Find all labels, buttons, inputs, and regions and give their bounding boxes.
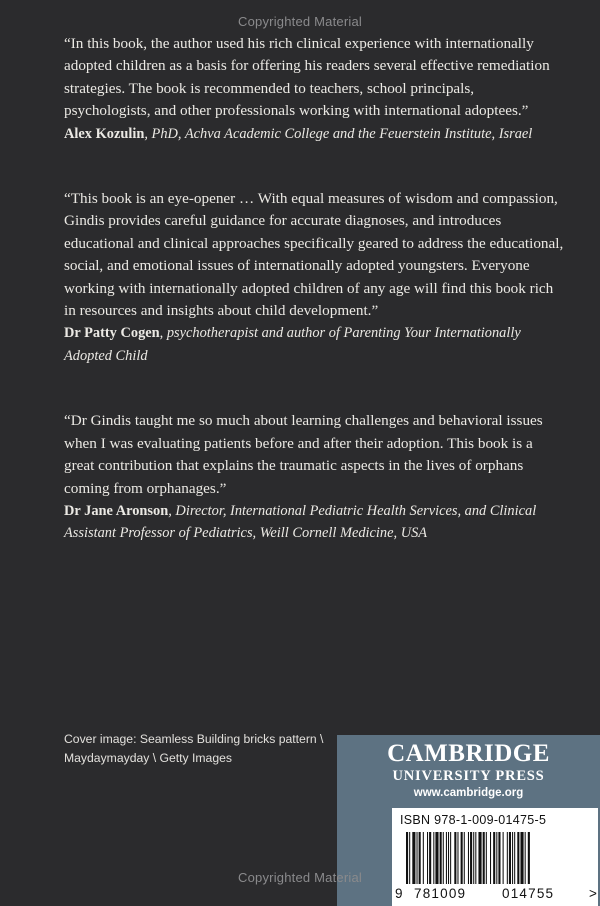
isbn-label: ISBN 978-1-009-01475-5 [400,813,547,827]
endorser-affiliation: , psychotherapist and author of Parenting Your Internationally Adopted Child [64,325,521,364]
watermark-top: Copyrighted Material [238,14,362,29]
barcode-add-on-marker: > [589,886,599,901]
endorsement-text: “Dr Gindis taught me so much about learning challenges and behavioral issues when I was evaluating patients before and after their adoption. This book is a great contribution that explains the traumatic aspects in the lives of orphans coming from orphanages.” [64,412,543,497]
cover-image-credit: Cover image: Seamless Building bricks pattern \ Maydaymayday \ Getty Images [64,732,324,765]
publisher-press: UNIVERSITY PRESS [392,768,545,784]
barcode-first-digit: 9 [395,886,404,901]
endorsement-2 [64,188,564,367]
endorsement-1 [64,33,564,145]
endorsement-attribution [64,322,564,367]
endorser-name: Dr Jane Aronson [64,502,169,519]
endorser-affiliation: , Director, International Pediatric Health Services, and Clinical Assistant Professor of Pediatrics, Weill Cornell Medicine, USA [64,502,537,542]
barcode-box [392,808,598,906]
watermark-bottom: Copyrighted Material [238,870,362,885]
endorsement-3 [64,410,564,544]
endorser-name: Alex Kozulin [64,125,145,142]
barcode-left-group: 781009 [414,886,467,901]
endorsements [64,33,564,588]
barcode-right-group: 014755 [502,886,555,901]
publisher-website: www.cambridge.org [413,787,524,799]
endorsement-text: “In this book, the author used his rich clinical experience with internationally adopted children as a basis for offering his readers several effective remediation strategies. The book is recommended to teachers, school principals, psychologists, and other professionals working with international adoptees.” [64,35,550,120]
endorsement-attribution [64,500,564,545]
endorser-affiliation: , PhD, Achva Academic College and the Feuerstein Institute, Israel [144,125,533,142]
endorser-name: Dr Patty Cogen [64,325,160,342]
endorsement-text: “This book is an eye-opener … With equal measures of wisdom and compassion, Gindis provides careful guidance for accurate diagnoses, and introduces educational and clinical approaches specifically geared to address the educational, social, and emotional issues of internationally adopted youngsters. Everyone working with internationally adopted children of any age will find this book rich in resources and insights about child development.” [64,190,564,320]
publisher-name: CAMBRIDGE [387,740,550,767]
endorsement-attribution [64,123,564,145]
